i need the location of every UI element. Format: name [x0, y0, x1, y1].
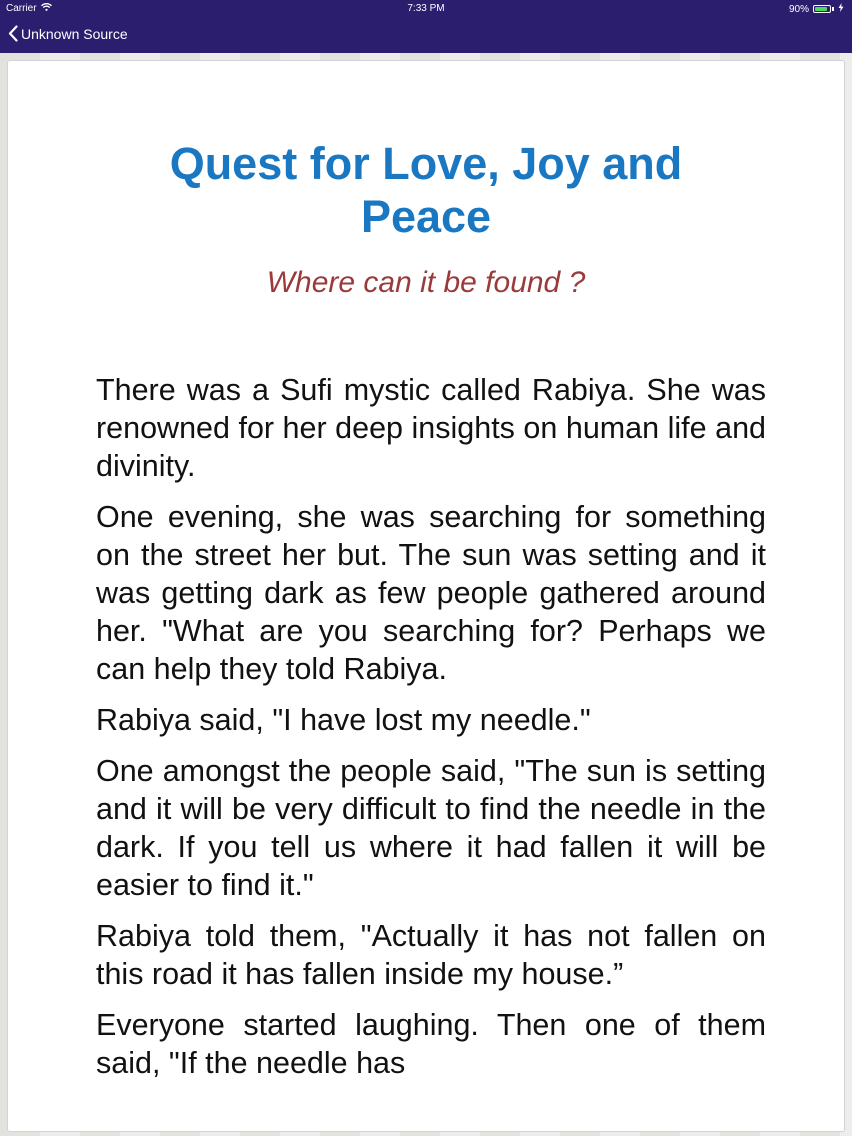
- story-paragraph: Rabiya told them, "Actually it has not fallen on this road it has fallen inside my house.”: [96, 919, 766, 991]
- story-paragraph: One evening, she was searching for something on the street her but. The sun was setting and it was getting dark as few people gathered around her. "What are you searching for? Perhaps we can help they told Rabiya.: [96, 500, 766, 686]
- story-paragraph: Everyone started laughing. Then one of them said, "If the needle has: [96, 1008, 766, 1080]
- status-time: 7:33 PM: [407, 3, 445, 14]
- story-page[interactable]: [7, 60, 845, 1132]
- battery-icon: [813, 5, 831, 13]
- story-paragraph: Rabiya said, "I have lost my needle.": [96, 703, 591, 737]
- battery-percent: 90%: [788, 3, 809, 15]
- charging-icon: [838, 3, 844, 15]
- story-body: [8, 371, 844, 1082]
- story-paragraph: There was a Sufi mystic called Rabiya. She was renowned for her deep insights on human life and divinity.: [96, 373, 766, 483]
- story-title: Quest for Love, Joy and Peace: [169, 138, 683, 242]
- status-bar: [0, 0, 852, 18]
- battery-cap: [832, 7, 834, 11]
- back-button-label: Unknown Source: [21, 25, 128, 42]
- story-paragraph: One amongst the people said, "The sun is setting and it will be very difficult to find the needle in the dark. If you tell us where it had fallen it will be easier to find it.": [96, 754, 766, 902]
- back-button[interactable]: [8, 25, 128, 42]
- carrier-label: Carrier: [6, 3, 37, 14]
- chevron-left-icon: [8, 25, 18, 42]
- navigation-bar: [0, 18, 852, 53]
- status-right: [789, 3, 844, 15]
- battery-fill: [815, 7, 827, 11]
- story-subtitle: Where can it be found ?: [266, 266, 586, 299]
